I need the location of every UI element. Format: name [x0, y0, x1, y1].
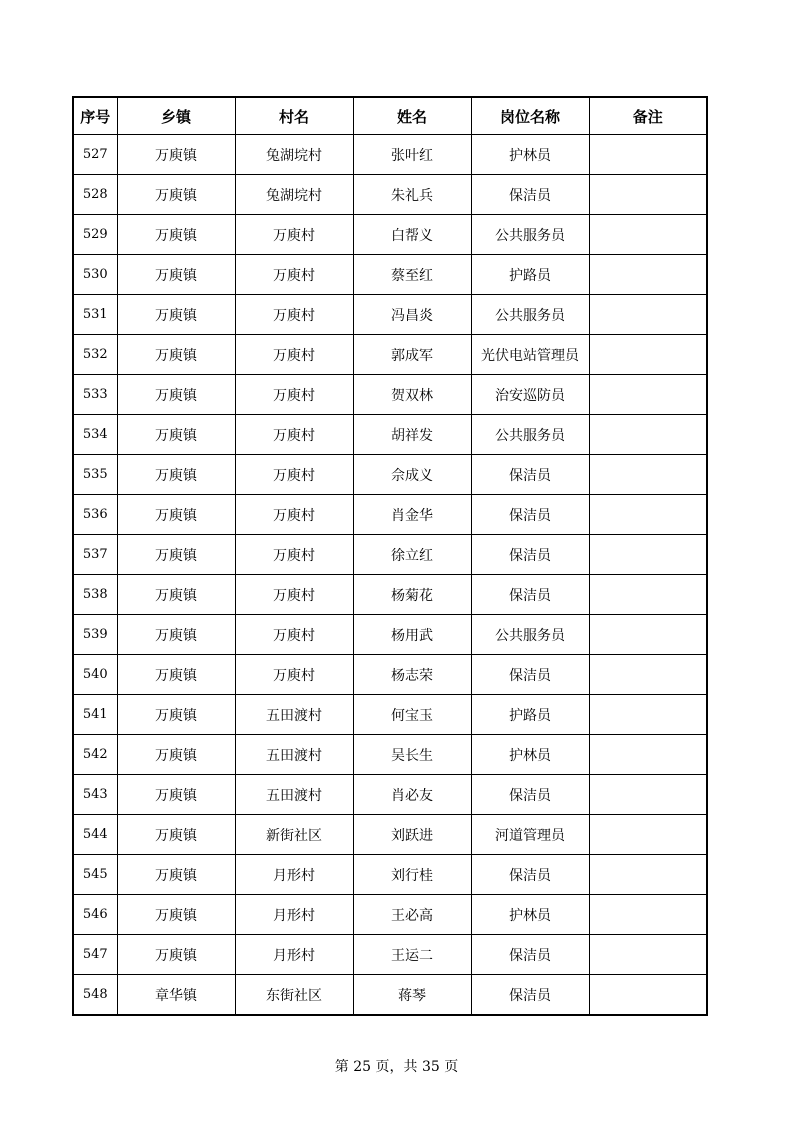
cell-township: 万庾镇: [117, 135, 235, 175]
cell-name: 王运二: [353, 935, 471, 975]
cell-serial-number: 527: [73, 135, 117, 175]
cell-remarks: [589, 135, 707, 175]
cell-township: 章华镇: [117, 975, 235, 1016]
cell-serial-number: 528: [73, 175, 117, 215]
cell-name: 杨用武: [353, 615, 471, 655]
table-row: [73, 375, 707, 415]
header-name: 姓名: [353, 97, 471, 135]
cell-remarks: [589, 455, 707, 495]
cell-village: 新街社区: [235, 815, 353, 855]
header-row: [73, 97, 707, 135]
table-row: [73, 855, 707, 895]
cell-township: 万庾镇: [117, 535, 235, 575]
table-row: [73, 695, 707, 735]
cell-remarks: [589, 175, 707, 215]
cell-serial-number: 535: [73, 455, 117, 495]
cell-position: 保洁员: [471, 535, 589, 575]
cell-remarks: [589, 975, 707, 1016]
cell-township: 万庾镇: [117, 815, 235, 855]
table-row: [73, 815, 707, 855]
cell-remarks: [589, 655, 707, 695]
cell-serial-number: 546: [73, 895, 117, 935]
cell-township: 万庾镇: [117, 415, 235, 455]
cell-village: 万庾村: [235, 415, 353, 455]
page-footer: 第 25 页，共 35 页: [334, 1059, 459, 1075]
cell-name: 张叶红: [353, 135, 471, 175]
cell-serial-number: 543: [73, 775, 117, 815]
table-row: [73, 775, 707, 815]
cell-remarks: [589, 615, 707, 655]
cell-township: 万庾镇: [117, 615, 235, 655]
cell-village: 兔湖垸村: [235, 175, 353, 215]
cell-remarks: [589, 375, 707, 415]
cell-village: 万庾村: [235, 255, 353, 295]
table-row: [73, 935, 707, 975]
cell-position: 保洁员: [471, 975, 589, 1016]
table-row: [73, 415, 707, 455]
cell-township: 万庾镇: [117, 655, 235, 695]
cell-township: 万庾镇: [117, 175, 235, 215]
table-row: [73, 975, 707, 1016]
cell-name: 刘跃进: [353, 815, 471, 855]
cell-village: 万庾村: [235, 615, 353, 655]
table-row: [73, 455, 707, 495]
cell-position: 河道管理员: [471, 815, 589, 855]
cell-village: 万庾村: [235, 295, 353, 335]
cell-village: 月形村: [235, 935, 353, 975]
cell-name: 肖必友: [353, 775, 471, 815]
cell-village: 万庾村: [235, 455, 353, 495]
cell-serial-number: 548: [73, 975, 117, 1016]
table-row: [73, 215, 707, 255]
cell-remarks: [589, 335, 707, 375]
cell-village: 五田渡村: [235, 775, 353, 815]
cell-township: 万庾镇: [117, 375, 235, 415]
cell-name: 蒋琴: [353, 975, 471, 1016]
cell-village: 万庾村: [235, 375, 353, 415]
cell-position: 保洁员: [471, 495, 589, 535]
table-row: [73, 335, 707, 375]
cell-position: 护路员: [471, 255, 589, 295]
cell-serial-number: 538: [73, 575, 117, 615]
cell-name: 吴长生: [353, 735, 471, 775]
cell-position: 保洁员: [471, 775, 589, 815]
cell-remarks: [589, 575, 707, 615]
cell-remarks: [589, 775, 707, 815]
cell-position: 保洁员: [471, 455, 589, 495]
cell-village: 万庾村: [235, 335, 353, 375]
cell-position: 保洁员: [471, 935, 589, 975]
cell-position: 护林员: [471, 135, 589, 175]
cell-village: 月形村: [235, 855, 353, 895]
cell-village: 兔湖垸村: [235, 135, 353, 175]
table-row: [73, 295, 707, 335]
cell-position: 护林员: [471, 735, 589, 775]
cell-name: 肖金华: [353, 495, 471, 535]
cell-serial-number: 536: [73, 495, 117, 535]
cell-remarks: [589, 895, 707, 935]
table-row: [73, 495, 707, 535]
cell-remarks: [589, 415, 707, 455]
cell-name: 刘行桂: [353, 855, 471, 895]
cell-name: 蔡至红: [353, 255, 471, 295]
cell-remarks: [589, 735, 707, 775]
cell-name: 白帮义: [353, 215, 471, 255]
table-row: [73, 135, 707, 175]
cell-name: 朱礼兵: [353, 175, 471, 215]
cell-serial-number: 530: [73, 255, 117, 295]
cell-name: 王必高: [353, 895, 471, 935]
header-village: 村名: [235, 97, 353, 135]
cell-name: 冯昌炎: [353, 295, 471, 335]
cell-position: 公共服务员: [471, 415, 589, 455]
table-row: [73, 255, 707, 295]
cell-township: 万庾镇: [117, 575, 235, 615]
table-row: [73, 175, 707, 215]
cell-township: 万庾镇: [117, 215, 235, 255]
cell-village: 万庾村: [235, 575, 353, 615]
cell-township: 万庾镇: [117, 735, 235, 775]
cell-remarks: [589, 815, 707, 855]
cell-remarks: [589, 255, 707, 295]
cell-serial-number: 534: [73, 415, 117, 455]
cell-position: 光伏电站管理员: [471, 335, 589, 375]
cell-name: 郭成军: [353, 335, 471, 375]
cell-position: 保洁员: [471, 855, 589, 895]
cell-township: 万庾镇: [117, 775, 235, 815]
cell-serial-number: 533: [73, 375, 117, 415]
cell-township: 万庾镇: [117, 895, 235, 935]
cell-township: 万庾镇: [117, 935, 235, 975]
cell-position: 护林员: [471, 895, 589, 935]
cell-village: 五田渡村: [235, 695, 353, 735]
cell-village: 万庾村: [235, 655, 353, 695]
cell-remarks: [589, 695, 707, 735]
cell-serial-number: 537: [73, 535, 117, 575]
table-body: [73, 135, 707, 1016]
cell-village: 月形村: [235, 895, 353, 935]
cell-serial-number: 547: [73, 935, 117, 975]
table-row: [73, 615, 707, 655]
cell-name: 杨菊花: [353, 575, 471, 615]
cell-position: 保洁员: [471, 575, 589, 615]
cell-serial-number: 541: [73, 695, 117, 735]
cell-township: 万庾镇: [117, 855, 235, 895]
cell-serial-number: 544: [73, 815, 117, 855]
cell-village: 万庾村: [235, 495, 353, 535]
header-position: 岗位名称: [471, 97, 589, 135]
table-header: [73, 97, 707, 135]
table-row: [73, 735, 707, 775]
cell-township: 万庾镇: [117, 335, 235, 375]
cell-name: 贺双林: [353, 375, 471, 415]
cell-remarks: [589, 935, 707, 975]
cell-village: 万庾村: [235, 215, 353, 255]
header-remarks: 备注: [589, 97, 707, 135]
cell-serial-number: 545: [73, 855, 117, 895]
cell-serial-number: 529: [73, 215, 117, 255]
cell-position: 公共服务员: [471, 615, 589, 655]
table-row: [73, 535, 707, 575]
cell-township: 万庾镇: [117, 255, 235, 295]
cell-position: 护路员: [471, 695, 589, 735]
cell-township: 万庾镇: [117, 455, 235, 495]
header-serial-number: 序号: [73, 97, 117, 135]
table-row: [73, 575, 707, 615]
cell-name: 杨志荣: [353, 655, 471, 695]
cell-name: 徐立红: [353, 535, 471, 575]
cell-position: 保洁员: [471, 655, 589, 695]
header-township: 乡镇: [117, 97, 235, 135]
personnel-table: [72, 96, 708, 1016]
cell-serial-number: 539: [73, 615, 117, 655]
cell-remarks: [589, 295, 707, 335]
cell-position: 保洁员: [471, 175, 589, 215]
cell-remarks: [589, 855, 707, 895]
cell-position: 公共服务员: [471, 295, 589, 335]
cell-village: 五田渡村: [235, 735, 353, 775]
table-row: [73, 655, 707, 695]
cell-serial-number: 531: [73, 295, 117, 335]
cell-position: 治安巡防员: [471, 375, 589, 415]
cell-position: 公共服务员: [471, 215, 589, 255]
cell-serial-number: 542: [73, 735, 117, 775]
cell-name: 何宝玉: [353, 695, 471, 735]
cell-township: 万庾镇: [117, 695, 235, 735]
cell-remarks: [589, 215, 707, 255]
cell-serial-number: 540: [73, 655, 117, 695]
cell-township: 万庾镇: [117, 295, 235, 335]
cell-village: 东街社区: [235, 975, 353, 1016]
cell-name: 佘成义: [353, 455, 471, 495]
cell-name: 胡祥发: [353, 415, 471, 455]
cell-remarks: [589, 495, 707, 535]
cell-serial-number: 532: [73, 335, 117, 375]
cell-village: 万庾村: [235, 535, 353, 575]
cell-township: 万庾镇: [117, 495, 235, 535]
table-row: [73, 895, 707, 935]
cell-remarks: [589, 535, 707, 575]
